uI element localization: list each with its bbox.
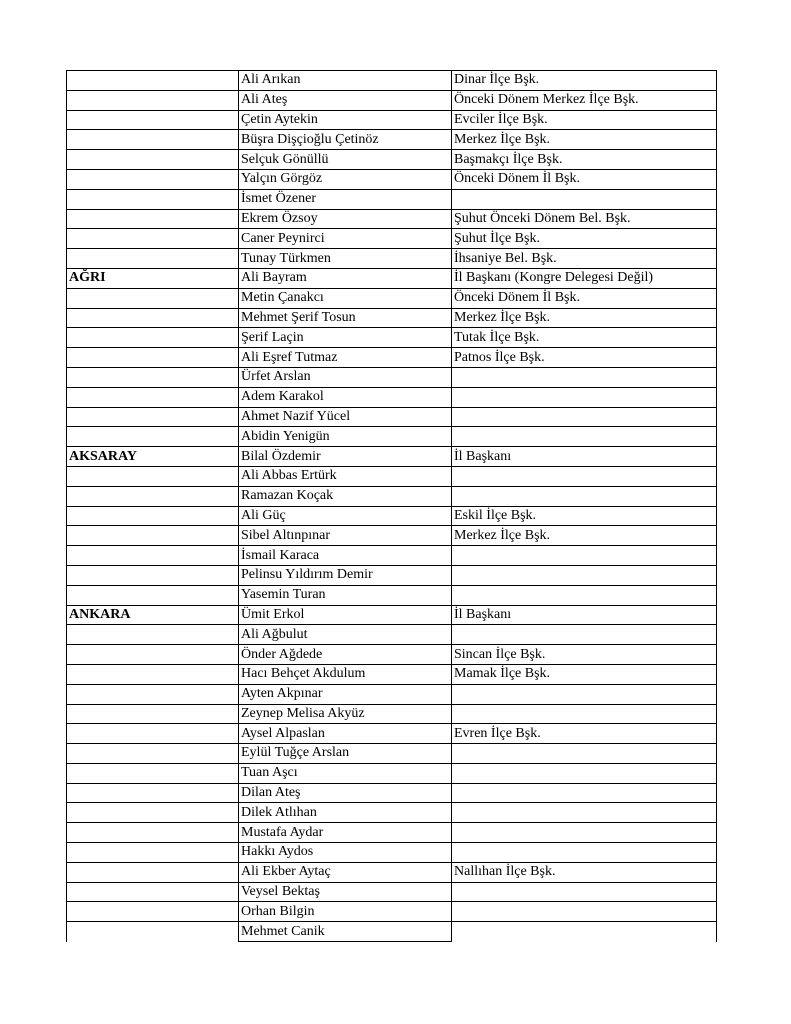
note-cell	[452, 783, 717, 803]
name-cell: Bilal Özdemir	[239, 447, 452, 467]
name-cell: Abidin Yenigün	[239, 427, 452, 447]
name-cell: Selçuk Gönüllü	[239, 150, 452, 170]
province-cell	[67, 90, 239, 110]
note-cell	[452, 625, 717, 645]
province-cell	[67, 546, 239, 566]
table-row	[67, 902, 717, 922]
table-row	[67, 169, 717, 189]
note-cell: Sincan İlçe Bşk.	[452, 645, 717, 665]
province-cell	[67, 882, 239, 902]
province-cell	[67, 71, 239, 91]
province-cell	[67, 288, 239, 308]
note-cell	[452, 367, 717, 387]
note-cell: Şuhut Önceki Dönem Bel. Bşk.	[452, 209, 717, 229]
name-cell: Orhan Bilgin	[239, 902, 452, 922]
province-cell: AKSARAY	[67, 447, 239, 467]
table-row	[67, 110, 717, 130]
table-row	[67, 704, 717, 724]
table-row	[67, 823, 717, 843]
province-cell: AĞRI	[67, 268, 239, 288]
note-cell	[452, 387, 717, 407]
province-cell	[67, 407, 239, 427]
table-row	[67, 407, 717, 427]
note-cell: Şuhut İlçe Bşk.	[452, 229, 717, 249]
province-cell	[67, 486, 239, 506]
name-cell: Dilek Atlıhan	[239, 803, 452, 823]
note-cell	[452, 585, 717, 605]
province-cell	[67, 209, 239, 229]
name-cell: Pelinsu Yıldırım Demir	[239, 565, 452, 585]
table-row	[67, 367, 717, 387]
table-row	[67, 328, 717, 348]
name-cell: Ayten Akpınar	[239, 684, 452, 704]
province-cell	[67, 229, 239, 249]
name-cell: Hakkı Aydos	[239, 843, 452, 863]
name-cell: Ahmet Nazif Yücel	[239, 407, 452, 427]
note-cell: Önceki Dönem İl Bşk.	[452, 169, 717, 189]
table-row	[67, 645, 717, 665]
table-row	[67, 724, 717, 744]
note-cell	[452, 427, 717, 447]
note-cell: Evren İlçe Bşk.	[452, 724, 717, 744]
table-row	[67, 922, 717, 942]
table-row	[67, 625, 717, 645]
note-cell: Eskil İlçe Bşk.	[452, 506, 717, 526]
name-cell: İsmet Özener	[239, 189, 452, 209]
province-cell	[67, 585, 239, 605]
note-cell	[452, 763, 717, 783]
name-cell: Aysel Alpaslan	[239, 724, 452, 744]
province-cell	[67, 763, 239, 783]
province-cell	[67, 744, 239, 764]
note-cell	[452, 189, 717, 209]
note-cell: Evciler İlçe Bşk.	[452, 110, 717, 130]
table-row	[67, 605, 717, 625]
province-cell	[67, 645, 239, 665]
table-row	[67, 447, 717, 467]
province-cell	[67, 625, 239, 645]
province-cell	[67, 684, 239, 704]
province-cell	[67, 783, 239, 803]
table-row	[67, 427, 717, 447]
note-cell: Tutak İlçe Bşk.	[452, 328, 717, 348]
province-cell	[67, 506, 239, 526]
province-cell	[67, 189, 239, 209]
table-row	[67, 506, 717, 526]
province-cell	[67, 902, 239, 922]
province-cell	[67, 169, 239, 189]
name-cell: Ali Ateş	[239, 90, 452, 110]
province-cell	[67, 803, 239, 823]
name-cell: Mehmet Canik	[239, 922, 452, 942]
province-cell	[67, 150, 239, 170]
province-cell	[67, 130, 239, 150]
table-row	[67, 189, 717, 209]
note-cell	[452, 407, 717, 427]
table-row	[67, 744, 717, 764]
province-cell	[67, 348, 239, 368]
name-cell: Tuan Aşcı	[239, 763, 452, 783]
note-cell: Patnos İlçe Bşk.	[452, 348, 717, 368]
name-cell: Önder Ağdede	[239, 645, 452, 665]
name-cell: Sibel Altınpınar	[239, 526, 452, 546]
name-cell: Yasemin Turan	[239, 585, 452, 605]
note-cell: Merkez İlçe Bşk.	[452, 308, 717, 328]
table-row	[67, 268, 717, 288]
province-cell	[67, 110, 239, 130]
table-row	[67, 71, 717, 91]
note-cell: Merkez İlçe Bşk.	[452, 130, 717, 150]
note-cell	[452, 902, 717, 922]
note-cell	[452, 466, 717, 486]
note-cell	[452, 684, 717, 704]
name-cell: Ekrem Özsoy	[239, 209, 452, 229]
note-cell	[452, 565, 717, 585]
province-cell	[67, 466, 239, 486]
note-cell: Mamak İlçe Bşk.	[452, 664, 717, 684]
name-cell: Metin Çanakcı	[239, 288, 452, 308]
delegate-table	[66, 70, 717, 942]
province-cell	[67, 387, 239, 407]
name-cell: Ali Eşref Tutmaz	[239, 348, 452, 368]
table-row	[67, 843, 717, 863]
table-row	[67, 585, 717, 605]
table-row	[67, 565, 717, 585]
province-cell	[67, 367, 239, 387]
province-cell	[67, 843, 239, 863]
table-row	[67, 783, 717, 803]
note-cell: Nallıhan İlçe Bşk.	[452, 862, 717, 882]
note-cell	[452, 922, 717, 942]
name-cell: Ali Arıkan	[239, 71, 452, 91]
name-cell: Ürfet Arslan	[239, 367, 452, 387]
note-cell: Önceki Dönem İl Bşk.	[452, 288, 717, 308]
province-cell	[67, 922, 239, 942]
name-cell: Ali Güç	[239, 506, 452, 526]
province-cell	[67, 249, 239, 269]
note-cell	[452, 843, 717, 863]
name-cell: Ali Bayram	[239, 268, 452, 288]
province-cell	[67, 308, 239, 328]
note-cell: İl Başkanı	[452, 605, 717, 625]
name-cell: İsmail Karaca	[239, 546, 452, 566]
province-cell	[67, 704, 239, 724]
name-cell: Yalçın Görgöz	[239, 169, 452, 189]
note-cell	[452, 486, 717, 506]
province-cell: ANKARA	[67, 605, 239, 625]
province-cell	[67, 427, 239, 447]
note-cell	[452, 823, 717, 843]
name-cell: Mustafa Aydar	[239, 823, 452, 843]
province-cell	[67, 328, 239, 348]
table-row	[67, 546, 717, 566]
province-cell	[67, 862, 239, 882]
delegate-table-body	[67, 71, 717, 942]
province-cell	[67, 664, 239, 684]
table-row	[67, 526, 717, 546]
name-cell: Ümit Erkol	[239, 605, 452, 625]
table-row	[67, 387, 717, 407]
name-cell: Tunay Türkmen	[239, 249, 452, 269]
note-cell	[452, 704, 717, 724]
note-cell	[452, 882, 717, 902]
table-row	[67, 763, 717, 783]
note-cell: Önceki Dönem Merkez İlçe Bşk.	[452, 90, 717, 110]
name-cell: Adem Karakol	[239, 387, 452, 407]
table-row	[67, 130, 717, 150]
table-row	[67, 150, 717, 170]
note-cell: Merkez İlçe Bşk.	[452, 526, 717, 546]
name-cell: Eylül Tuğçe Arslan	[239, 744, 452, 764]
name-cell: Dilan Ateş	[239, 783, 452, 803]
table-row	[67, 862, 717, 882]
province-cell	[67, 823, 239, 843]
province-cell	[67, 565, 239, 585]
name-cell: Ali Ağbulut	[239, 625, 452, 645]
table-row	[67, 684, 717, 704]
table-row	[67, 90, 717, 110]
note-cell: İl Başkanı (Kongre Delegesi Değil)	[452, 268, 717, 288]
name-cell: Büşra Dişçioğlu Çetinöz	[239, 130, 452, 150]
note-cell	[452, 546, 717, 566]
table-row	[67, 288, 717, 308]
note-cell: İhsaniye Bel. Bşk.	[452, 249, 717, 269]
name-cell: Hacı Behçet Akdulum	[239, 664, 452, 684]
table-row	[67, 664, 717, 684]
table-row	[67, 209, 717, 229]
table-row	[67, 348, 717, 368]
table-row	[67, 308, 717, 328]
name-cell: Ramazan Koçak	[239, 486, 452, 506]
name-cell: Ali Ekber Aytaç	[239, 862, 452, 882]
name-cell: Çetin Aytekin	[239, 110, 452, 130]
note-cell: İl Başkanı	[452, 447, 717, 467]
table-row	[67, 803, 717, 823]
province-cell	[67, 526, 239, 546]
note-cell: Başmakçı İlçe Bşk.	[452, 150, 717, 170]
table-row	[67, 229, 717, 249]
note-cell	[452, 803, 717, 823]
note-cell	[452, 744, 717, 764]
name-cell: Mehmet Şerif Tosun	[239, 308, 452, 328]
name-cell: Veysel Bektaş	[239, 882, 452, 902]
name-cell: Caner Peynirci	[239, 229, 452, 249]
table-row	[67, 486, 717, 506]
name-cell: Ali Abbas Ertürk	[239, 466, 452, 486]
province-cell	[67, 724, 239, 744]
name-cell: Şerif Laçin	[239, 328, 452, 348]
name-cell: Zeynep Melisa Akyüz	[239, 704, 452, 724]
table-row	[67, 882, 717, 902]
note-cell: Dinar İlçe Bşk.	[452, 71, 717, 91]
table-row	[67, 249, 717, 269]
table-row	[67, 466, 717, 486]
